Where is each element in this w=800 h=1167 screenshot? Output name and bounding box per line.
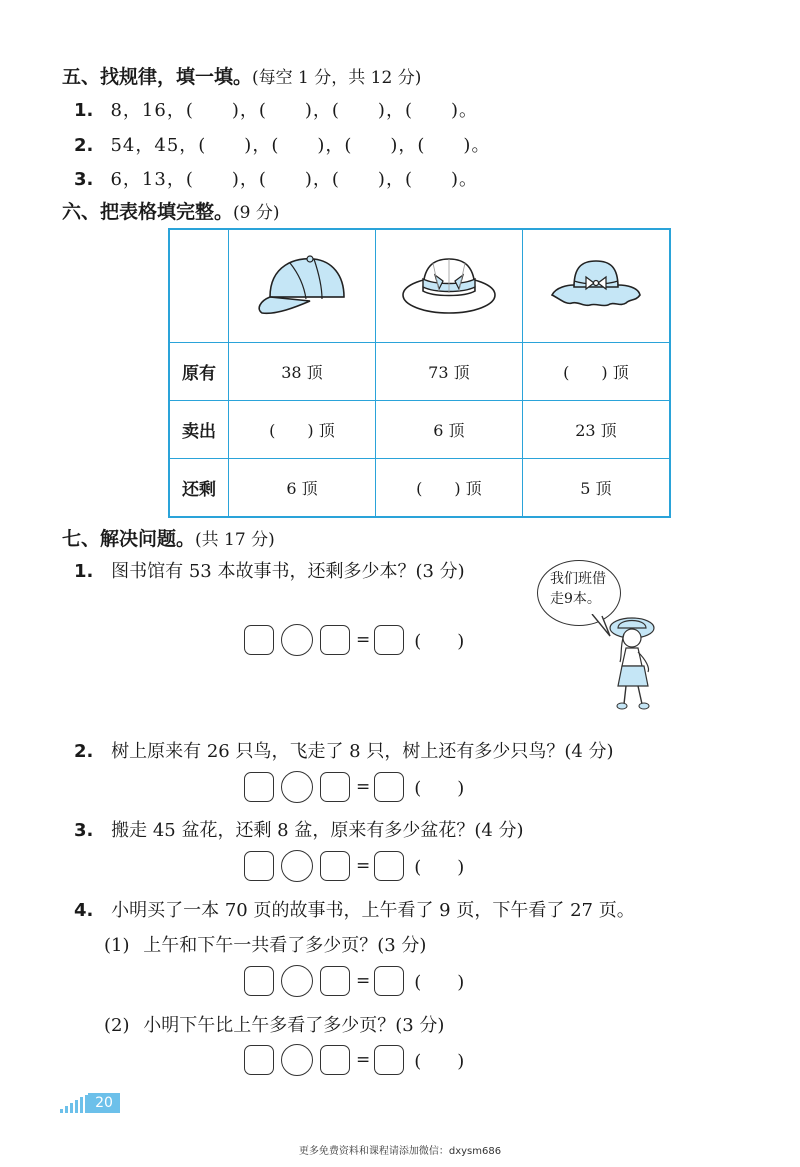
sun-hat-cell (522, 229, 670, 343)
number-box[interactable] (244, 851, 274, 881)
sub-question-number: (1) (104, 935, 130, 956)
row-label: 还剩 (169, 459, 229, 518)
result-box[interactable] (374, 625, 404, 655)
unit-blank[interactable]: ( ) (414, 972, 465, 993)
number-box[interactable] (244, 625, 274, 655)
table-row (169, 343, 670, 401)
sub-question-2 (104, 1011, 444, 1037)
question-text: 上午和下午一共看了多少页？(3 分) (143, 935, 427, 956)
question-text: 搬走 45 盆花，还剩 8 盆，原来有多少盆花？(4 分) (111, 820, 524, 841)
girl-illustration-icon (604, 612, 658, 712)
section-6-score-note: (9 分) (233, 203, 280, 223)
question-text: 小明买了一本 70 页的故事书，上午看了 9 页，下午看了 27 页。 (111, 900, 635, 921)
operator-circle[interactable] (281, 965, 313, 997)
cap-cell (229, 229, 376, 343)
result-box[interactable] (374, 851, 404, 881)
sequence-question-3 (74, 165, 478, 191)
speech-line: 我们班借 (550, 571, 606, 587)
result-box[interactable] (374, 772, 404, 802)
unit-blank[interactable]: ( ) (414, 631, 465, 652)
equals-sign: = (356, 630, 371, 650)
number-box[interactable] (244, 772, 274, 802)
result-box[interactable] (374, 966, 404, 996)
number-box[interactable] (244, 966, 274, 996)
sun-hat-icon (546, 245, 646, 323)
sequence-question-2 (74, 131, 490, 157)
number-box[interactable] (320, 1045, 350, 1075)
table-cell: 23 顶 (522, 401, 670, 459)
question-text: 树上原来有 26 只鸟，飞走了 8 只，树上还有多少只鸟？(4 分) (111, 741, 614, 762)
operator-circle[interactable] (281, 850, 313, 882)
section-5-title: 五、找规律，填一填。 (62, 66, 253, 88)
number-box[interactable] (320, 851, 350, 881)
word-problem-2 (74, 737, 614, 763)
number-box[interactable] (320, 625, 350, 655)
result-box[interactable] (374, 1045, 404, 1075)
answer-equation-4b (244, 1042, 464, 1078)
table-cell-blank[interactable]: ( ) 顶 (522, 343, 670, 401)
question-number: 1. (74, 100, 94, 121)
question-text: 小明下午比上午多看了多少页？(3 分) (143, 1015, 445, 1036)
row-label: 卖出 (169, 401, 229, 459)
question-number: 2. (74, 741, 94, 762)
straw-hat-cell (375, 229, 522, 343)
empty-corner-cell (169, 229, 229, 343)
sequence-text: 8，16，( )，( )，( )，( )。 (110, 100, 479, 121)
sequence-text: 6，13，( )，( )，( )，( )。 (110, 169, 479, 190)
unit-blank[interactable]: ( ) (414, 857, 465, 878)
speech-line: 走9本。 (550, 591, 601, 607)
sub-question-number: (2) (104, 1015, 130, 1036)
hat-inventory-table (168, 228, 671, 518)
row-label: 原有 (169, 343, 229, 401)
answer-equation-2 (244, 769, 464, 805)
sub-question-1 (104, 931, 426, 957)
sequence-question-1 (74, 96, 478, 122)
word-problem-1 (74, 557, 465, 583)
answer-equation-1 (244, 622, 464, 658)
table-cell-blank[interactable]: ( ) 顶 (375, 459, 522, 518)
sequence-text: 54，45，( )，( )，( )，( )。 (110, 135, 491, 156)
number-box[interactable] (320, 772, 350, 802)
question-number: 3. (74, 820, 94, 841)
section-7-title: 七、解决问题。 (62, 528, 196, 550)
baseball-cap-icon (252, 245, 352, 323)
table-cell: 5 顶 (522, 459, 670, 518)
question-number: 2. (74, 135, 94, 156)
unit-blank[interactable]: ( ) (414, 1051, 465, 1072)
table-cell: 73 顶 (375, 343, 522, 401)
unit-blank[interactable]: ( ) (414, 778, 465, 799)
section-6-heading (62, 197, 280, 224)
answer-equation-3 (244, 848, 464, 884)
equals-sign: = (356, 856, 371, 876)
straw-hat-icon (399, 245, 499, 323)
question-number: 3. (74, 169, 94, 190)
table-row (169, 459, 670, 518)
operator-circle[interactable] (281, 624, 313, 656)
table-cell: 38 顶 (229, 343, 376, 401)
section-6-title: 六、把表格填完整。 (62, 201, 234, 223)
footer-note: 更多免费资料和课程请添加微信：dxysm686 (298, 1146, 502, 1157)
answer-equation-4a (244, 963, 464, 999)
question-text: 图书馆有 53 本故事书，还剩多少本？(3 分) (111, 561, 465, 582)
table-cell-blank[interactable]: ( ) 顶 (229, 401, 376, 459)
section-5-heading (62, 62, 421, 89)
operator-circle[interactable] (281, 771, 313, 803)
number-box[interactable] (320, 966, 350, 996)
section-7-heading (62, 524, 275, 551)
section-5-score-note: (每空 1 分，共 12 分) (252, 68, 422, 88)
equals-sign: = (356, 777, 371, 797)
table-row (169, 401, 670, 459)
table-cell: 6 顶 (375, 401, 522, 459)
equals-sign: = (356, 1050, 371, 1070)
question-number: 1. (74, 561, 94, 582)
operator-circle[interactable] (281, 1044, 313, 1076)
table-cell: 6 顶 (229, 459, 376, 518)
equals-sign: = (356, 971, 371, 991)
table-header-row (169, 229, 670, 343)
section-7-score-note: (共 17 分) (195, 530, 275, 550)
signal-bars-icon (60, 1095, 88, 1113)
number-box[interactable] (244, 1045, 274, 1075)
page-number: 20 (88, 1093, 120, 1113)
question-number: 4. (74, 900, 94, 921)
word-problem-3 (74, 816, 524, 842)
word-problem-4 (74, 896, 635, 922)
